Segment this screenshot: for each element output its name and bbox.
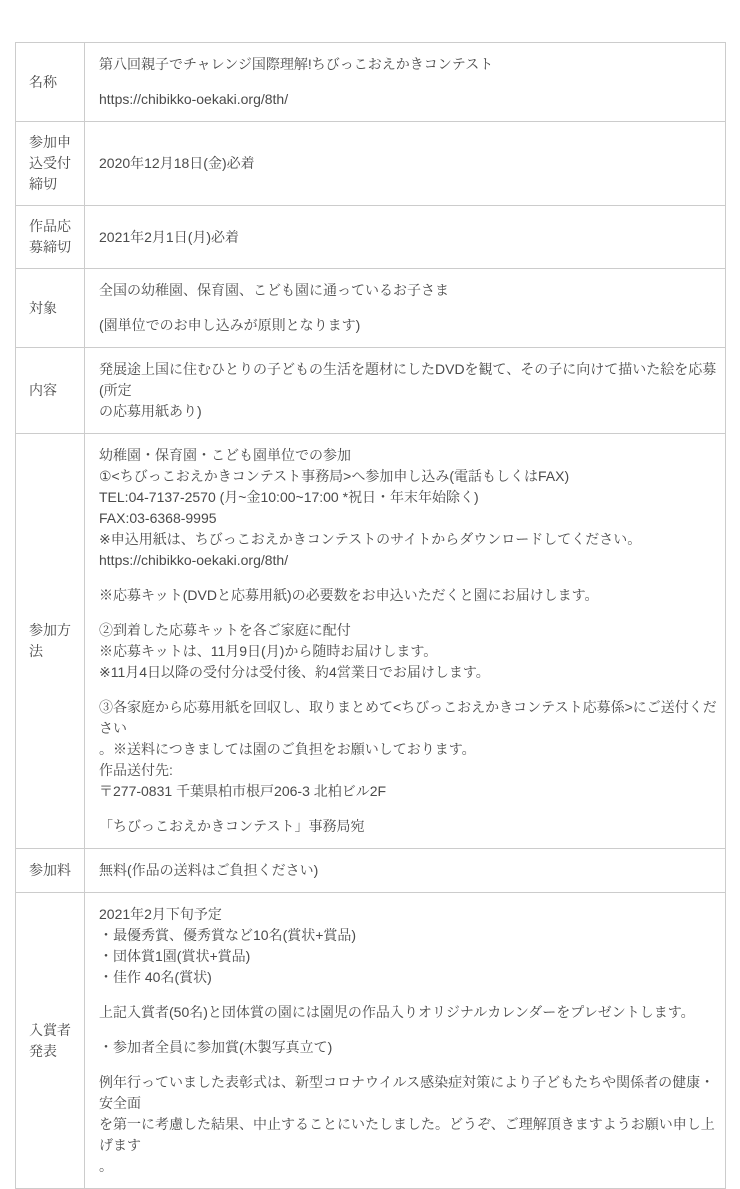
row-content-cell <box>85 893 726 1189</box>
paragraph: https://chibikko-oekaki.org/8th/ <box>99 91 289 107</box>
row-header-cell: 参加方法 <box>16 434 85 849</box>
paragraph: 無料(作品の送料はご負担ください) <box>99 862 319 878</box>
row-content-cell <box>85 43 726 122</box>
row-content-cell <box>85 122 726 206</box>
table-row <box>16 434 726 849</box>
paragraph: 発展途上国に住むひとりの子どもの生活を題材にしたDVDを観て、その子に向けて描いた絵を応募(所定 の応募用紙あり) <box>99 361 717 419</box>
row-content-cell <box>85 269 726 348</box>
row-header-cell: 参加申込受付締切 <box>16 122 85 206</box>
paragraph: 幼稚園・保育園・こども園単位での参加 ①<ちびっこおえかきコンテスト事務局>へ参加申し込み(電話もしくはFAX) TEL:04-7137-2570 (月~金10:00~17:00 *祝日・年末年始除く) FAX:03-6368-9995 ※申込用紙は、ちびっこおえかきコンテストのサイトからダウンロードしてください。 https://chibikko-oekaki.org/8th/ <box>99 447 642 568</box>
row-header-cell: 参加料 <box>16 849 85 893</box>
paragraph: 第八回親子でチャレンジ国際理解!ちびっこおえかきコンテスト <box>99 56 494 72</box>
row-header-cell: 名称 <box>16 43 85 122</box>
table-row <box>16 849 726 893</box>
table-row <box>16 206 726 269</box>
row-header-cell: 内容 <box>16 348 85 434</box>
table-row <box>16 348 726 434</box>
paragraph: 全国の幼稚園、保育園、こども園に通っているお子さま <box>99 282 449 298</box>
paragraph: 上記入賞者(50名)と団体賞の園には園児の作品入りオリジナルカレンダーをプレゼントします。 <box>99 1004 695 1020</box>
table-row <box>16 269 726 348</box>
table-row <box>16 893 726 1189</box>
paragraph: ②到着した応募キットを各ご家庭に配付 ※応募キットは、11月9日(月)から随時お届けします。 ※11月4日以降の受付分は受付後、約4営業日でお届けします。 <box>99 622 490 680</box>
paragraph: (園単位でのお申し込みが原則となります) <box>99 317 361 333</box>
table-row <box>16 122 726 206</box>
paragraph: 2021年2月1日(月)必着 <box>99 228 240 245</box>
table-row <box>16 43 726 122</box>
row-content-cell <box>85 348 726 434</box>
contest-info-table <box>15 42 726 1189</box>
paragraph: 2020年12月18日(金)必着 <box>99 155 255 171</box>
row-header-cell: 対象 <box>16 269 85 348</box>
row-header-cell: 入賞者発表 <box>16 893 85 1189</box>
paragraph: 「ちびっこおえかきコンテスト」事務局宛 <box>99 818 365 834</box>
row-content-cell <box>85 434 726 849</box>
paragraph: ※応募キット(DVDと応募用紙)の必要数をお申込いただくと園にお届けします。 <box>99 587 599 603</box>
paragraph: ③各家庭から応募用紙を回収し、取りまとめて<ちびっこおえかきコンテスト応募係>にご送付ください 。※送料につきましては園のご負担をお願いしております。 作品送付先: 〒277-0831 千葉県柏市根戸206-3 北柏ビル2F <box>99 699 717 799</box>
paragraph: 2021年2月下旬予定 ・最優秀賞、優秀賞など10名(賞状+賞品) ・団体賞1園(賞状+賞品) ・佳作 40名(賞状) <box>99 906 357 985</box>
paragraph: ・参加者全員に参加賞(木製写真立て) <box>99 1039 333 1055</box>
row-content-cell <box>85 849 726 893</box>
paragraph: 例年行っていました表彰式は、新型コロナウイルス感染症対策により子どもたちや関係者の健康・安全面 を第一に考慮した結果、中止することにいたしました。どうぞ、ご理解頂きますようお願い申し上げます 。 <box>99 1074 715 1174</box>
row-content-cell <box>85 206 726 269</box>
row-header-cell: 作品応募締切 <box>16 206 85 269</box>
